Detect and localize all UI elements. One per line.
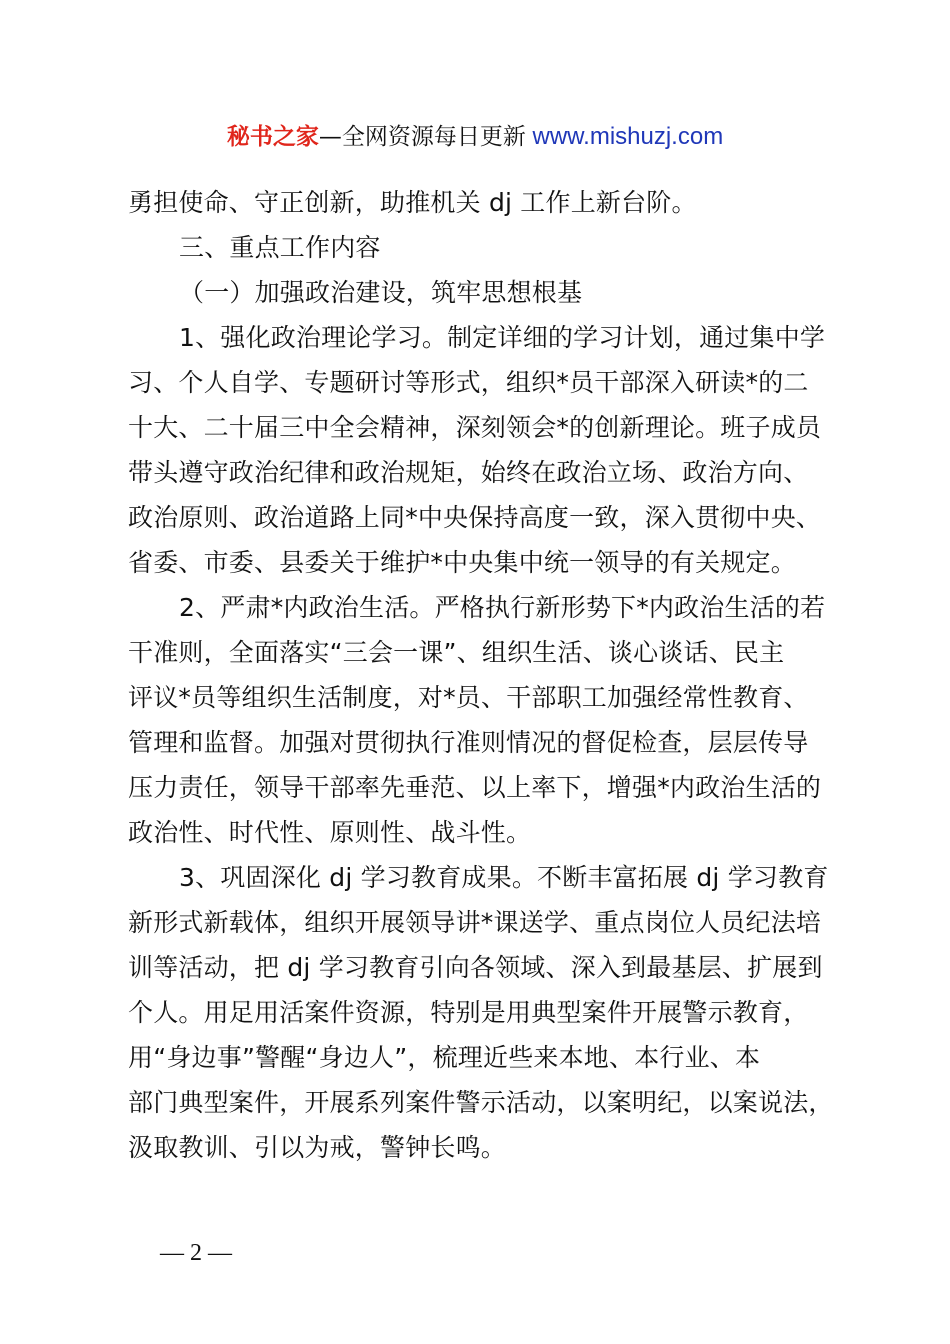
text-line: 习、个人自学、专题研讨等形式，组织*员干部深入研读*的二 (128, 368, 809, 397)
site-url-link[interactable]: www.mishuzj.com (525, 123, 724, 150)
header-tagline: —全网资源每日更新 (318, 124, 526, 150)
text-line: 十大、二十届三中全会精神，深刻领会*的创新理论。班子成员 (128, 413, 822, 442)
text-line: 评议*员等组织生活制度，对*员、干部职工加强经常性教育、 (128, 683, 809, 712)
text-line: 用“身边事”警醒“身边人”，梳理近些来本地、本行业、本 (128, 1043, 761, 1072)
brand-name: 秘书之家 (226, 124, 319, 150)
text-line: 压力责任，领导干部率先垂范、以上率下，增强*内政治生活的 (128, 773, 822, 802)
text-line: 1、强化政治理论学习。制定详细的学习计划，通过集中学 (179, 323, 826, 352)
text-line: 训等活动，把 dj 学习教育引向各领域、深入到最基层、扩展到 (128, 953, 823, 982)
text-line: 干准则，全面落实“三会一课”、组织生活、谈心谈话、民主 (128, 638, 785, 667)
text-line: 2、严肃*内政治生活。严格执行新形势下*内政治生活的若 (179, 593, 826, 622)
text-line: 三、重点工作内容 (179, 233, 381, 262)
text-line: 勇担使命、守正创新，助推机关 dj 工作上新台阶。 (128, 188, 697, 217)
text-line: 政治原则、政治道路上同*中央保持高度一致，深入贯彻中央、 (128, 503, 822, 532)
text-line: 省委、市委、县委关于维护*中央集中统一领导的有关规定。 (128, 548, 796, 577)
text-line: 3、巩固深化 dj 学习教育成果。不断丰富拓展 dj 学习教育 (179, 863, 829, 892)
document-body (128, 180, 834, 1170)
page-number: — 2 — (160, 1240, 232, 1266)
page-header (0, 118, 950, 156)
text-line: 个人。用足用活案件资源，特别是用典型案件开展警示教育， (128, 998, 809, 1027)
text-line: （一）加强政治建设，筑牢思想根基 (179, 278, 583, 307)
text-line: 政治性、时代性、原则性、战斗性。 (128, 818, 532, 847)
text-line: 管理和监督。加强对贯彻执行准则情况的督促检查，层层传导 (128, 728, 809, 757)
text-line: 新形式新载体，组织开展领导讲*课送学、重点岗位人员纪法培 (128, 908, 822, 937)
text-line: 部门典型案件，开展系列案件警示活动，以案明纪，以案说法， (128, 1088, 834, 1117)
text-line: 汲取教训、引以为戒，警钟长鸣。 (128, 1133, 507, 1162)
text-line: 带头遵守政治纪律和政治规矩，始终在政治立场、政治方向、 (128, 458, 809, 487)
